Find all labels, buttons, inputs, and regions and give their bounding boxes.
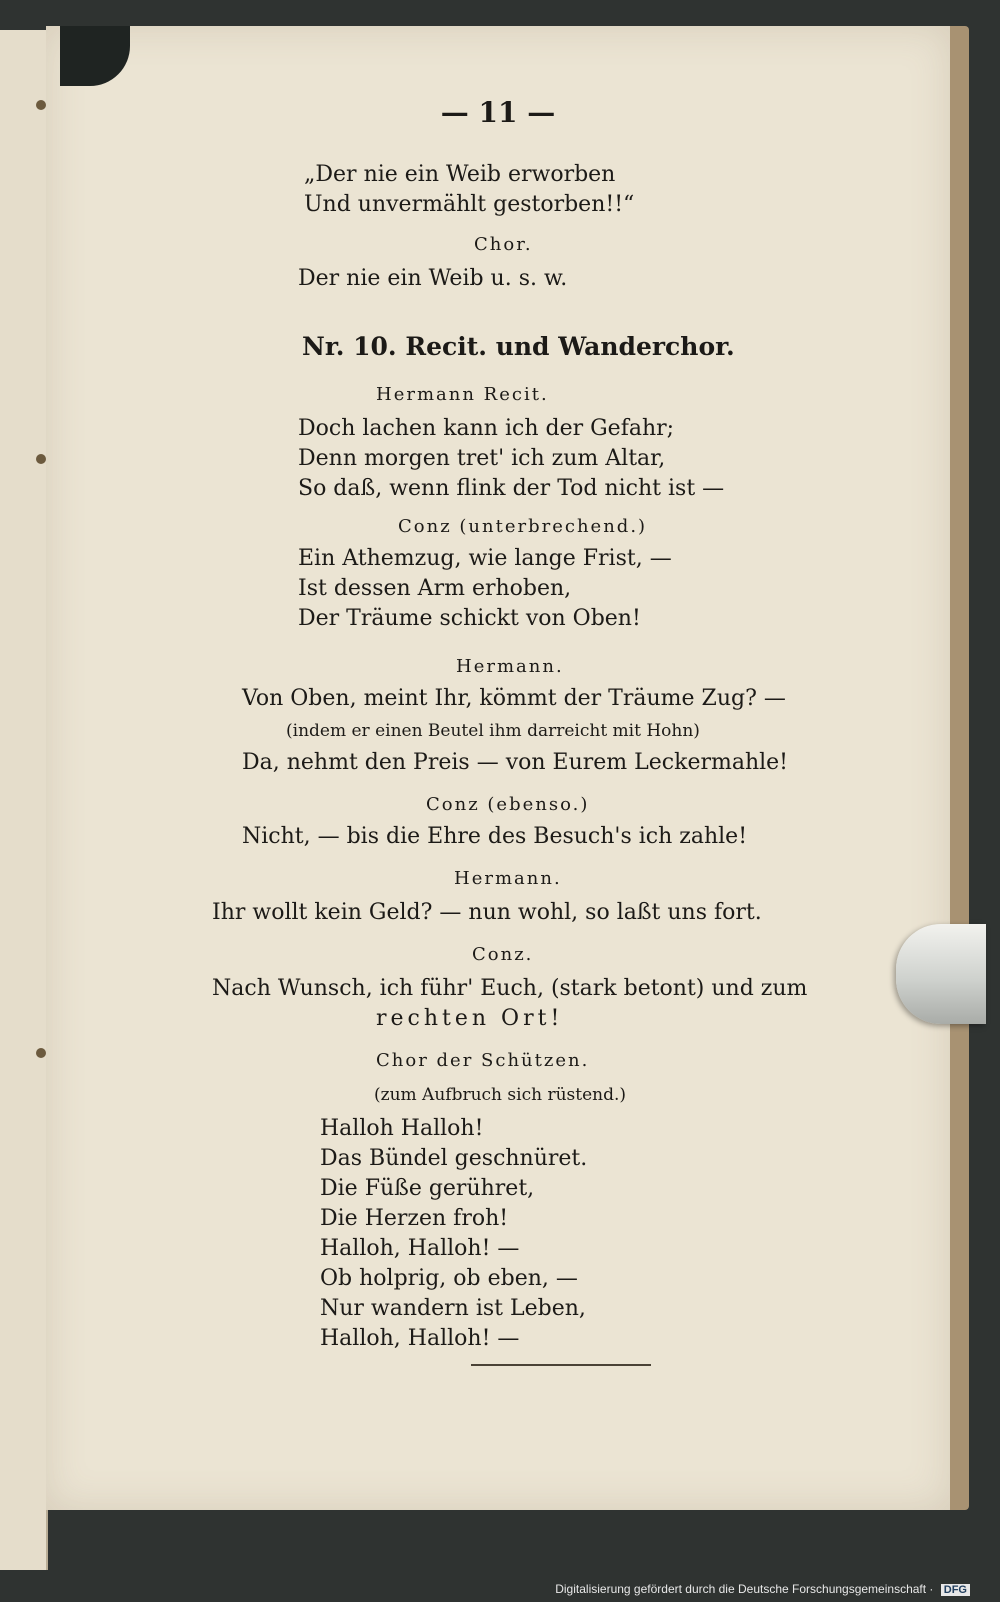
dfg-logo: DFG xyxy=(941,1584,970,1596)
verse-line: Halloh, Halloh! — xyxy=(320,1236,520,1261)
book-page xyxy=(46,26,950,1510)
verse-line: Nur wandern ist Leben, xyxy=(320,1296,586,1321)
stage-direction: (zum Aufbruch sich rüstend.) xyxy=(374,1085,627,1105)
verse-line: Ein Athemzug, wie lange Frist, — xyxy=(298,546,672,571)
closing-rule xyxy=(471,1364,651,1366)
speaker-label: Conz (unterbrechend.) xyxy=(398,516,648,537)
speaker-label: Chor der Schützen. xyxy=(376,1050,590,1071)
credit-text: Digitalisierung gefördert durch die Deutsche Forschungsgemeinschaft · xyxy=(555,1582,934,1596)
section-heading: Nr. 10. Recit. und Wanderchor. xyxy=(302,332,735,361)
speaker-label: Conz. xyxy=(472,944,534,965)
verse-line: Die Herzen froh! xyxy=(320,1206,509,1231)
verse-line: Und unvermählt gestorben!!“ xyxy=(304,192,635,217)
verse-line: Doch lachen kann ich der Gefahr; xyxy=(298,416,675,441)
verse-line: Denn morgen tret' ich zum Altar, xyxy=(298,446,666,471)
page-clip xyxy=(896,924,986,1024)
page-number: — 11 — xyxy=(440,96,556,129)
verse-line: Nach Wunsch, ich führ' Euch, (stark betont) und zum xyxy=(212,976,808,1001)
verse-line: So daß, wenn flink der Tod nicht ist — xyxy=(298,476,725,501)
verse-line: Der Träume schickt von Oben! xyxy=(298,606,641,631)
verse-line: Da, nehmt den Preis — von Eurem Leckermahle! xyxy=(242,750,789,775)
speaker-label: Hermann. xyxy=(456,656,564,677)
speaker-label: Hermann Recit. xyxy=(376,384,549,405)
verse-line: Halloh, Halloh! — xyxy=(320,1326,520,1351)
verse-line: Der nie ein Weib u. s. w. xyxy=(298,266,568,291)
verse-line: rechten Ort! xyxy=(376,1006,564,1031)
digitization-credit xyxy=(555,1582,970,1596)
verse-line: Ist dessen Arm erhoben, xyxy=(298,576,572,601)
verse-line: Ob holprig, ob eben, — xyxy=(320,1266,578,1291)
binding-hole xyxy=(36,454,46,464)
speaker-label: Conz (ebenso.) xyxy=(426,794,590,815)
speaker-label: Chor. xyxy=(474,234,533,255)
verse-line: Halloh Halloh! xyxy=(320,1116,484,1141)
verse-line: Das Bündel geschnüret. xyxy=(320,1146,588,1171)
verse-line: Von Oben, meint Ihr, kömmt der Träume Zug? — xyxy=(242,686,786,711)
left-page-edge xyxy=(0,30,48,1570)
verse-line: Ihr wollt kein Geld? — nun wohl, so laßt uns fort. xyxy=(212,900,762,925)
stage-direction: (indem er einen Beutel ihm darreicht mit Hohn) xyxy=(286,721,700,741)
binding-hole xyxy=(36,1048,46,1058)
verse-line: „Der nie ein Weib erworben xyxy=(304,162,616,187)
verse-line: Die Füße gerühret, xyxy=(320,1176,535,1201)
page-corner-shadow xyxy=(60,26,130,86)
binding-hole xyxy=(36,100,46,110)
verse-line: Nicht, — bis die Ehre des Besuch's ich zahle! xyxy=(242,824,748,849)
speaker-label: Hermann. xyxy=(454,868,562,889)
